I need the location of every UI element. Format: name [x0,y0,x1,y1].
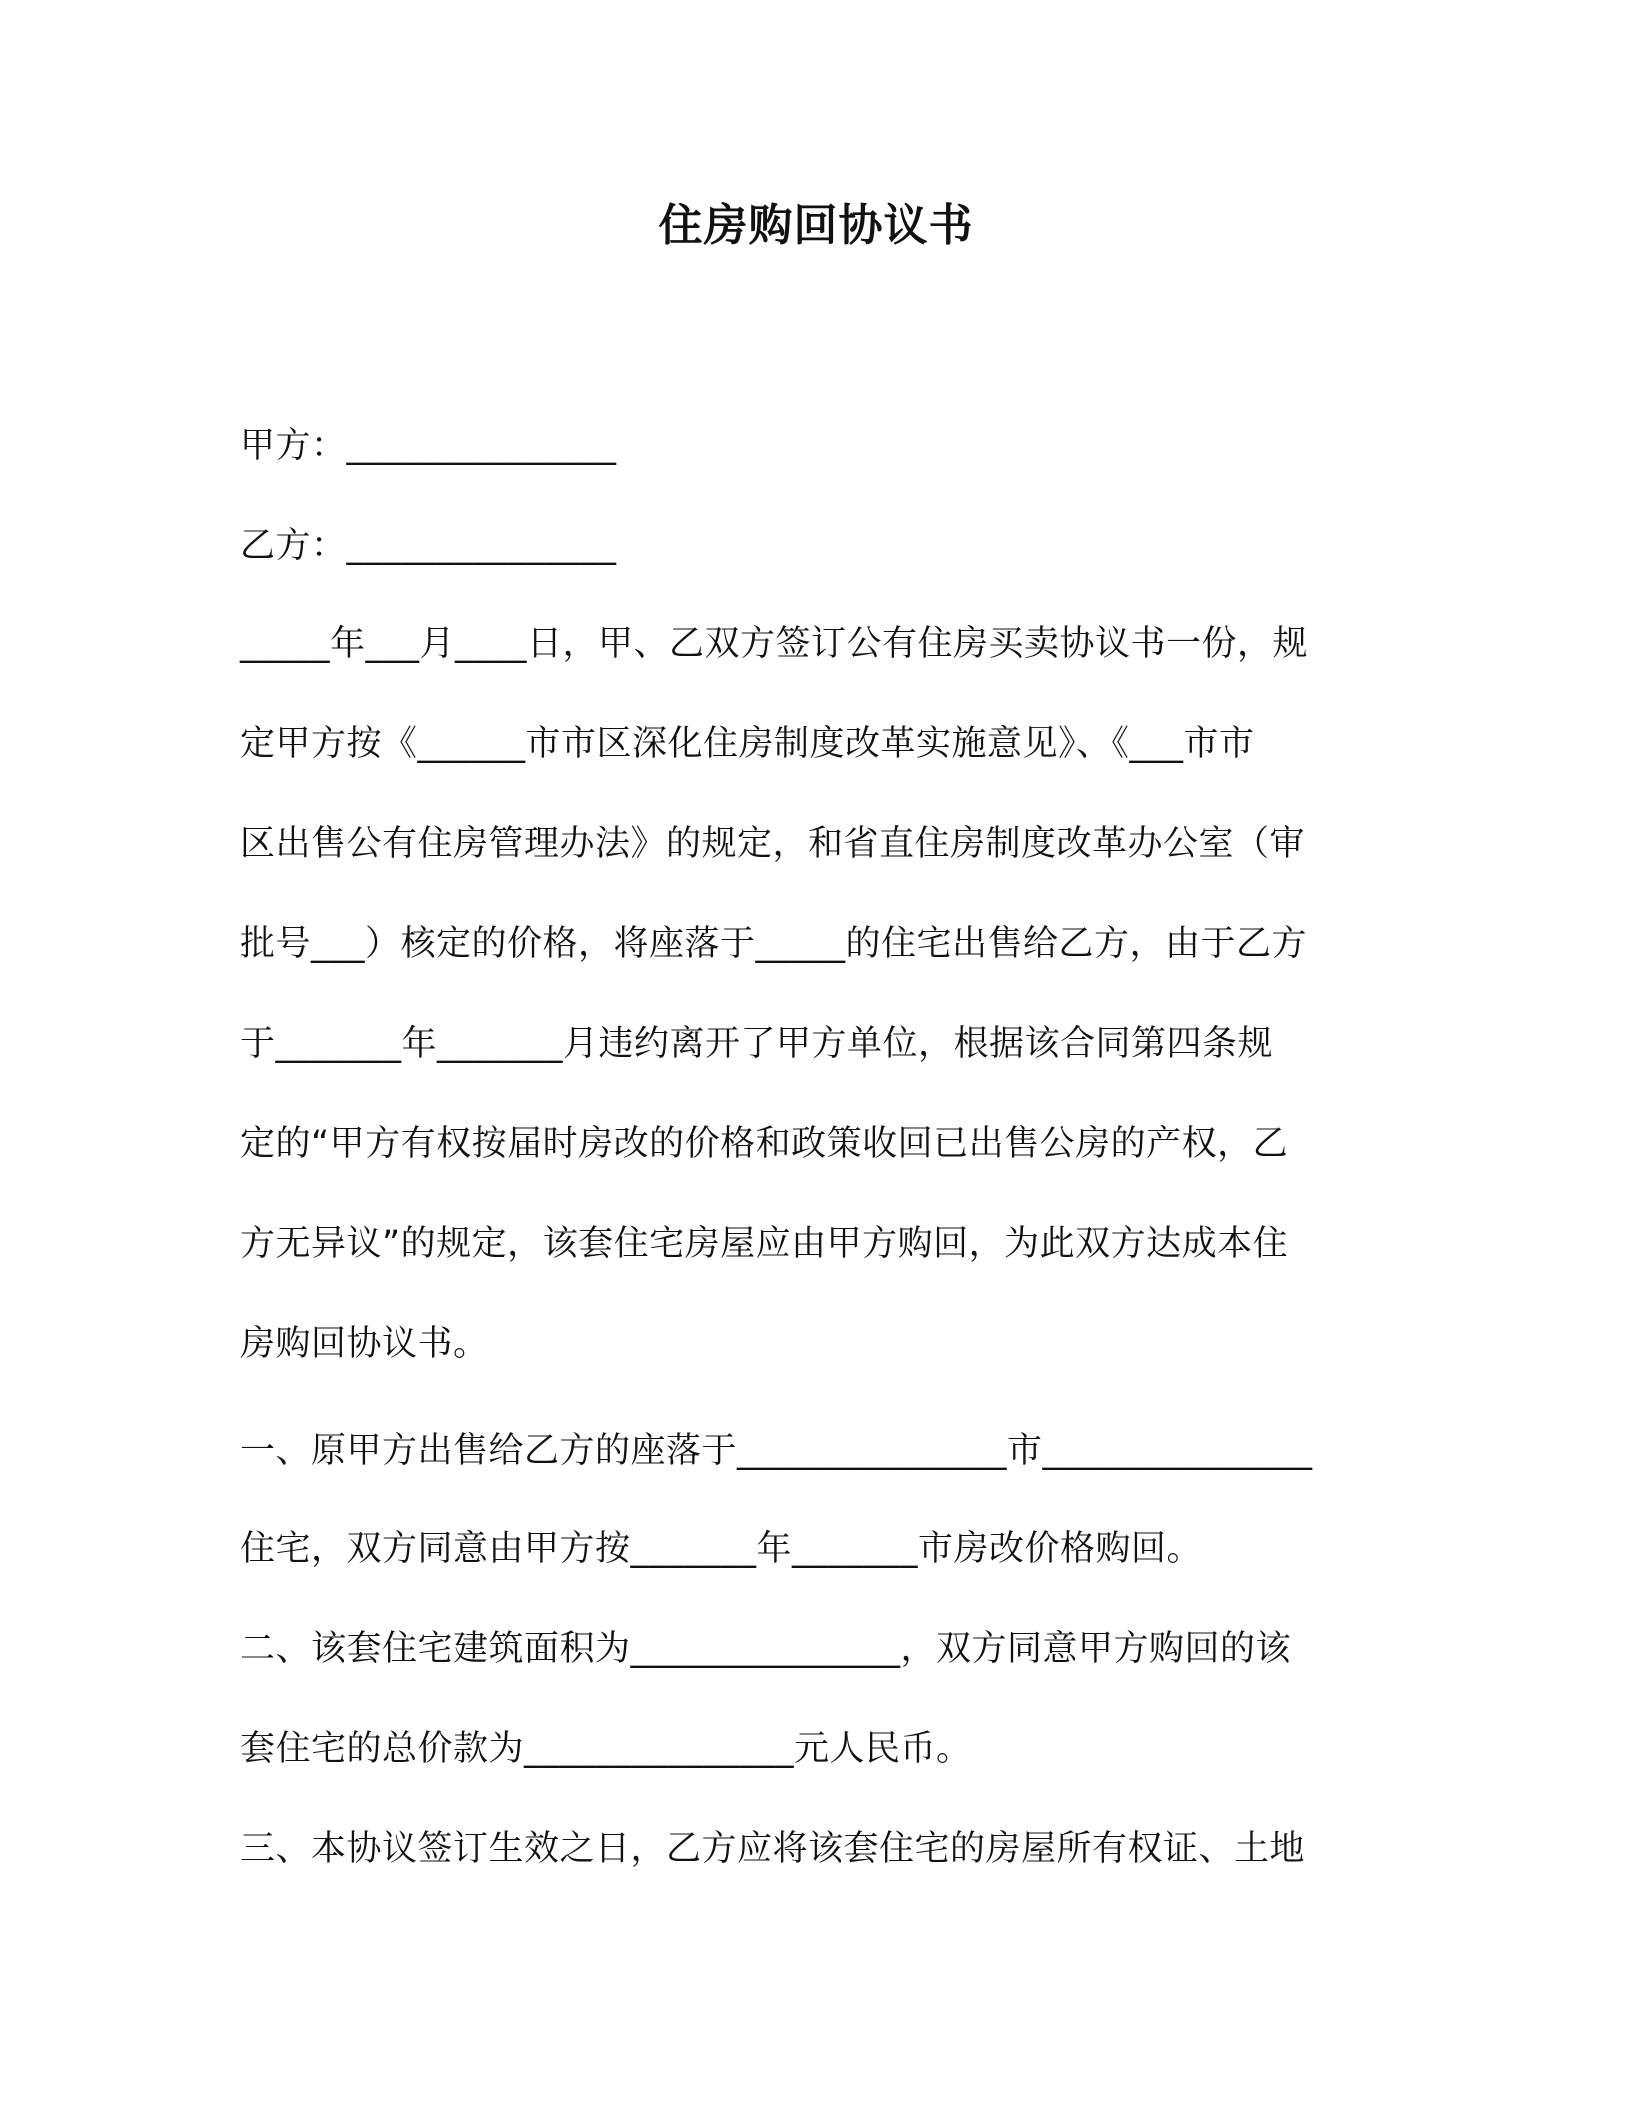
clause-2-line: 套住宅的总价款为_______________元人民币。 [240,1729,972,1769]
intro-line: 区出售公有住房管理办法》的规定，和省直住房制度改革办公室（审 [240,824,1306,864]
intro-line: 房购回协议书。 [240,1324,489,1364]
clause-1-line: 一、原甲方出售给乙方的座落于_______________市_______________ [240,1431,1313,1471]
party-b-line: 乙方：_______________ [240,526,617,566]
intro-line: 定的“甲方有权按届时房改的价格和政策收回已出售公房的产权，乙 [240,1124,1289,1164]
clause-3-line: 三、本协议签订生效之日，乙方应将该套住宅的房屋所有权证、土地 [240,1829,1306,1869]
intro-line: 定甲方按《______市市区深化住房制度改革实施意见》、《___市市 [240,724,1255,764]
clause-2-line: 二、该套住宅建筑面积为_______________，双方同意甲方购回的该 [240,1629,1292,1669]
intro-line: 于_______年_______月违约离开了甲方单位，根据该合同第四条规 [240,1024,1274,1064]
document-title: 住房购回协议书 [658,200,974,251]
clause-1-line: 住宅，双方同意由甲方按_______年_______市房改价格购回。 [240,1529,1203,1569]
intro-line: 批号___）核定的价格，将座落于_____的住宅出售给乙方，由于乙方 [240,924,1308,964]
intro-line: 方无异议”的规定，该套住宅房屋应由甲方购回，为此双方达成本住 [240,1224,1289,1264]
intro-line: _____年___月____日，甲、乙双方签订公有住房买卖协议书一份，规 [240,624,1309,664]
party-a-line: 甲方：_______________ [240,426,617,466]
